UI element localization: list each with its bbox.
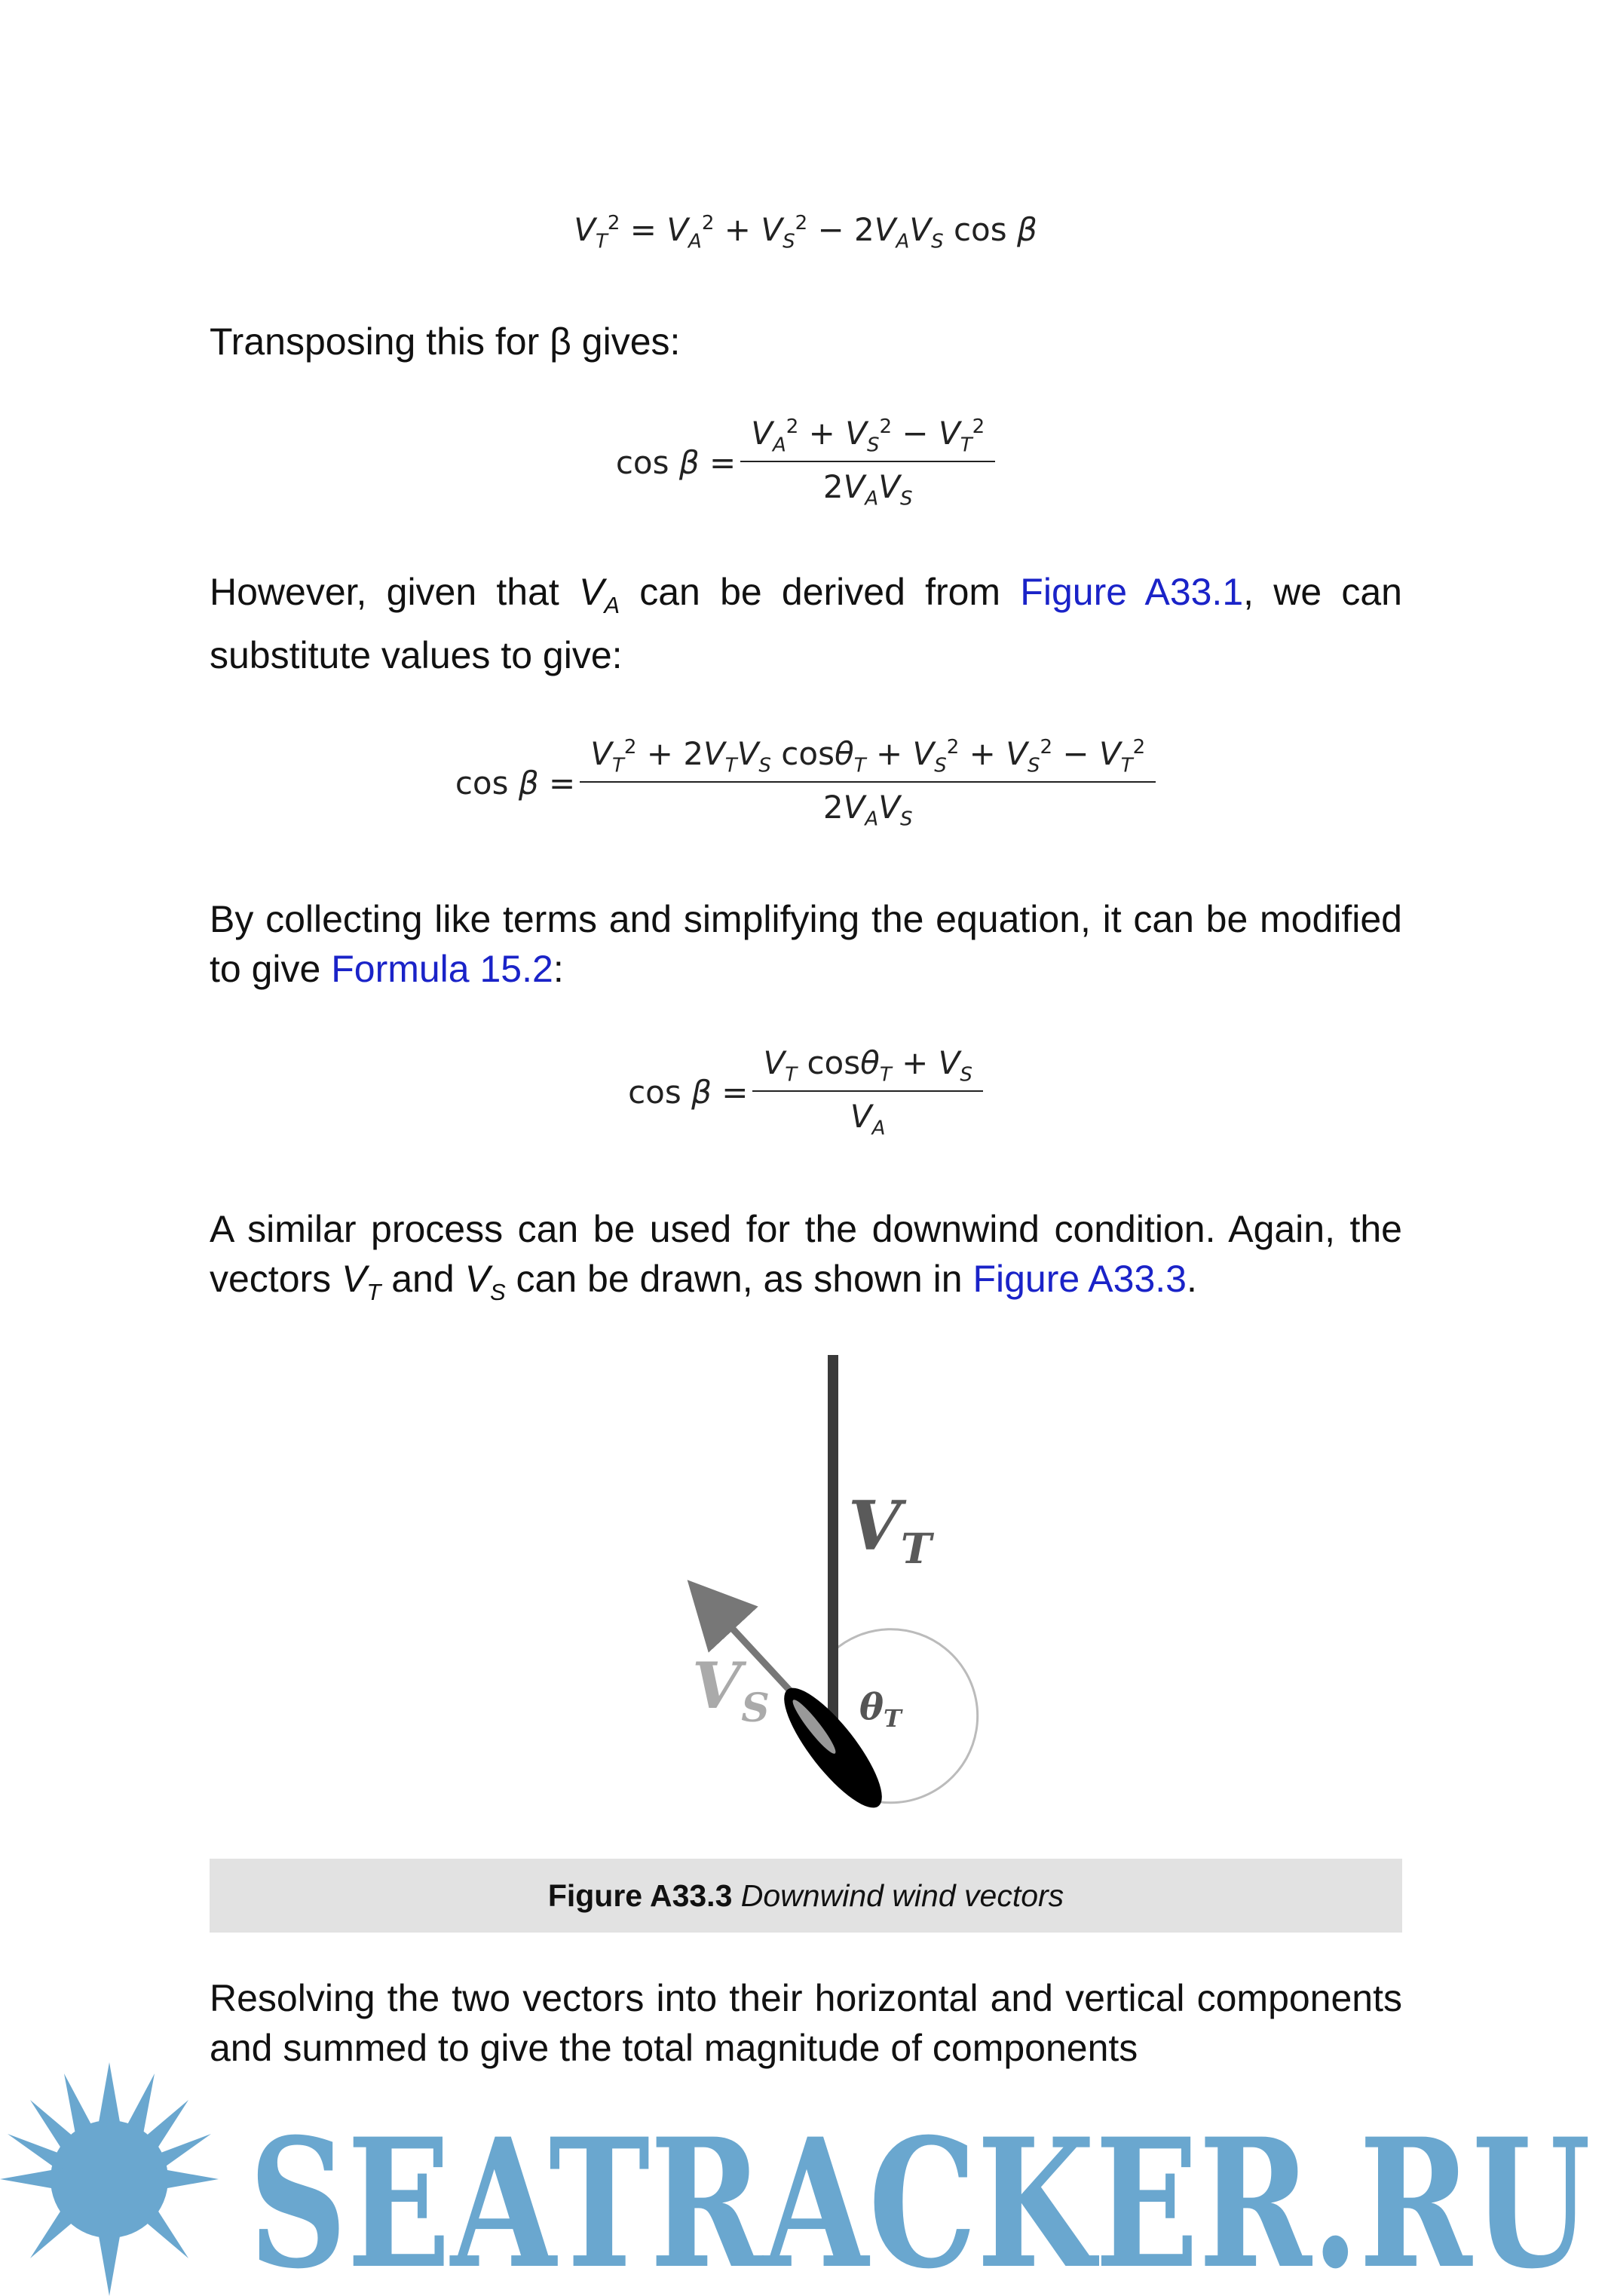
paragraph-however: However, given that $V_A$ can be derived from Figure A33.1, we can substitute values to give: [210,571,1402,676]
figure-caption: Figure A33.3 Downwind wind vectors [210,1859,1402,1933]
equation-2: cos β = $\frac{V_A^2 + V_S^2 - V_T^2}{2V_AV_S}$ [0,415,1611,510]
figure-a33-1-link[interactable]: Figure A33.1 [1020,571,1244,613]
figure-a33-3-link[interactable]: Figure A33.3 [972,1258,1187,1300]
paragraph-resolving: Resolving the two vectors into their horizontal and vertical components and summed to give the total magnitude of components [210,1977,1402,2069]
formula-15-2-link[interactable]: Formula 15.2 [331,948,553,990]
vs-label: $V_S$ [692,1648,770,1731]
paragraph-downwind: A similar process can be used for the downwind condition. Again, the vectors $V_T$ and $V_S$ can be drawn, as shown in Figure A33.3. [210,1208,1402,1305]
watermark-banner [0,2058,1611,2296]
equation-3: cos β = $\frac{V_T^2 + 2V_TV_S \cos\theta_T + V_S^2 + V_S^2 - V_T^2}{2V_AV_S}$ [0,735,1611,831]
watermark-sun-logo [0,2062,219,2296]
paragraph-collecting: By collecting like terms and simplifying the equation, it can be modified to give Formula 15.2: [210,898,1402,990]
equation-4: cos β = $\frac{V_T \cos\theta_T + V_S}{V_A}$ [0,1044,1611,1140]
equation-1: $V_T^2 = V_A^2 + V_S^2 - 2V_AV_S$ cos β [574,211,1037,253]
paragraph-transposing: Transposing this for β gives: [210,320,681,363]
watermark-text: SEATRACKER.RU [249,2100,1591,2296]
vt-label: $V_T$ [848,1486,932,1573]
theta-t-label: $\theta_T$ [859,1686,902,1733]
